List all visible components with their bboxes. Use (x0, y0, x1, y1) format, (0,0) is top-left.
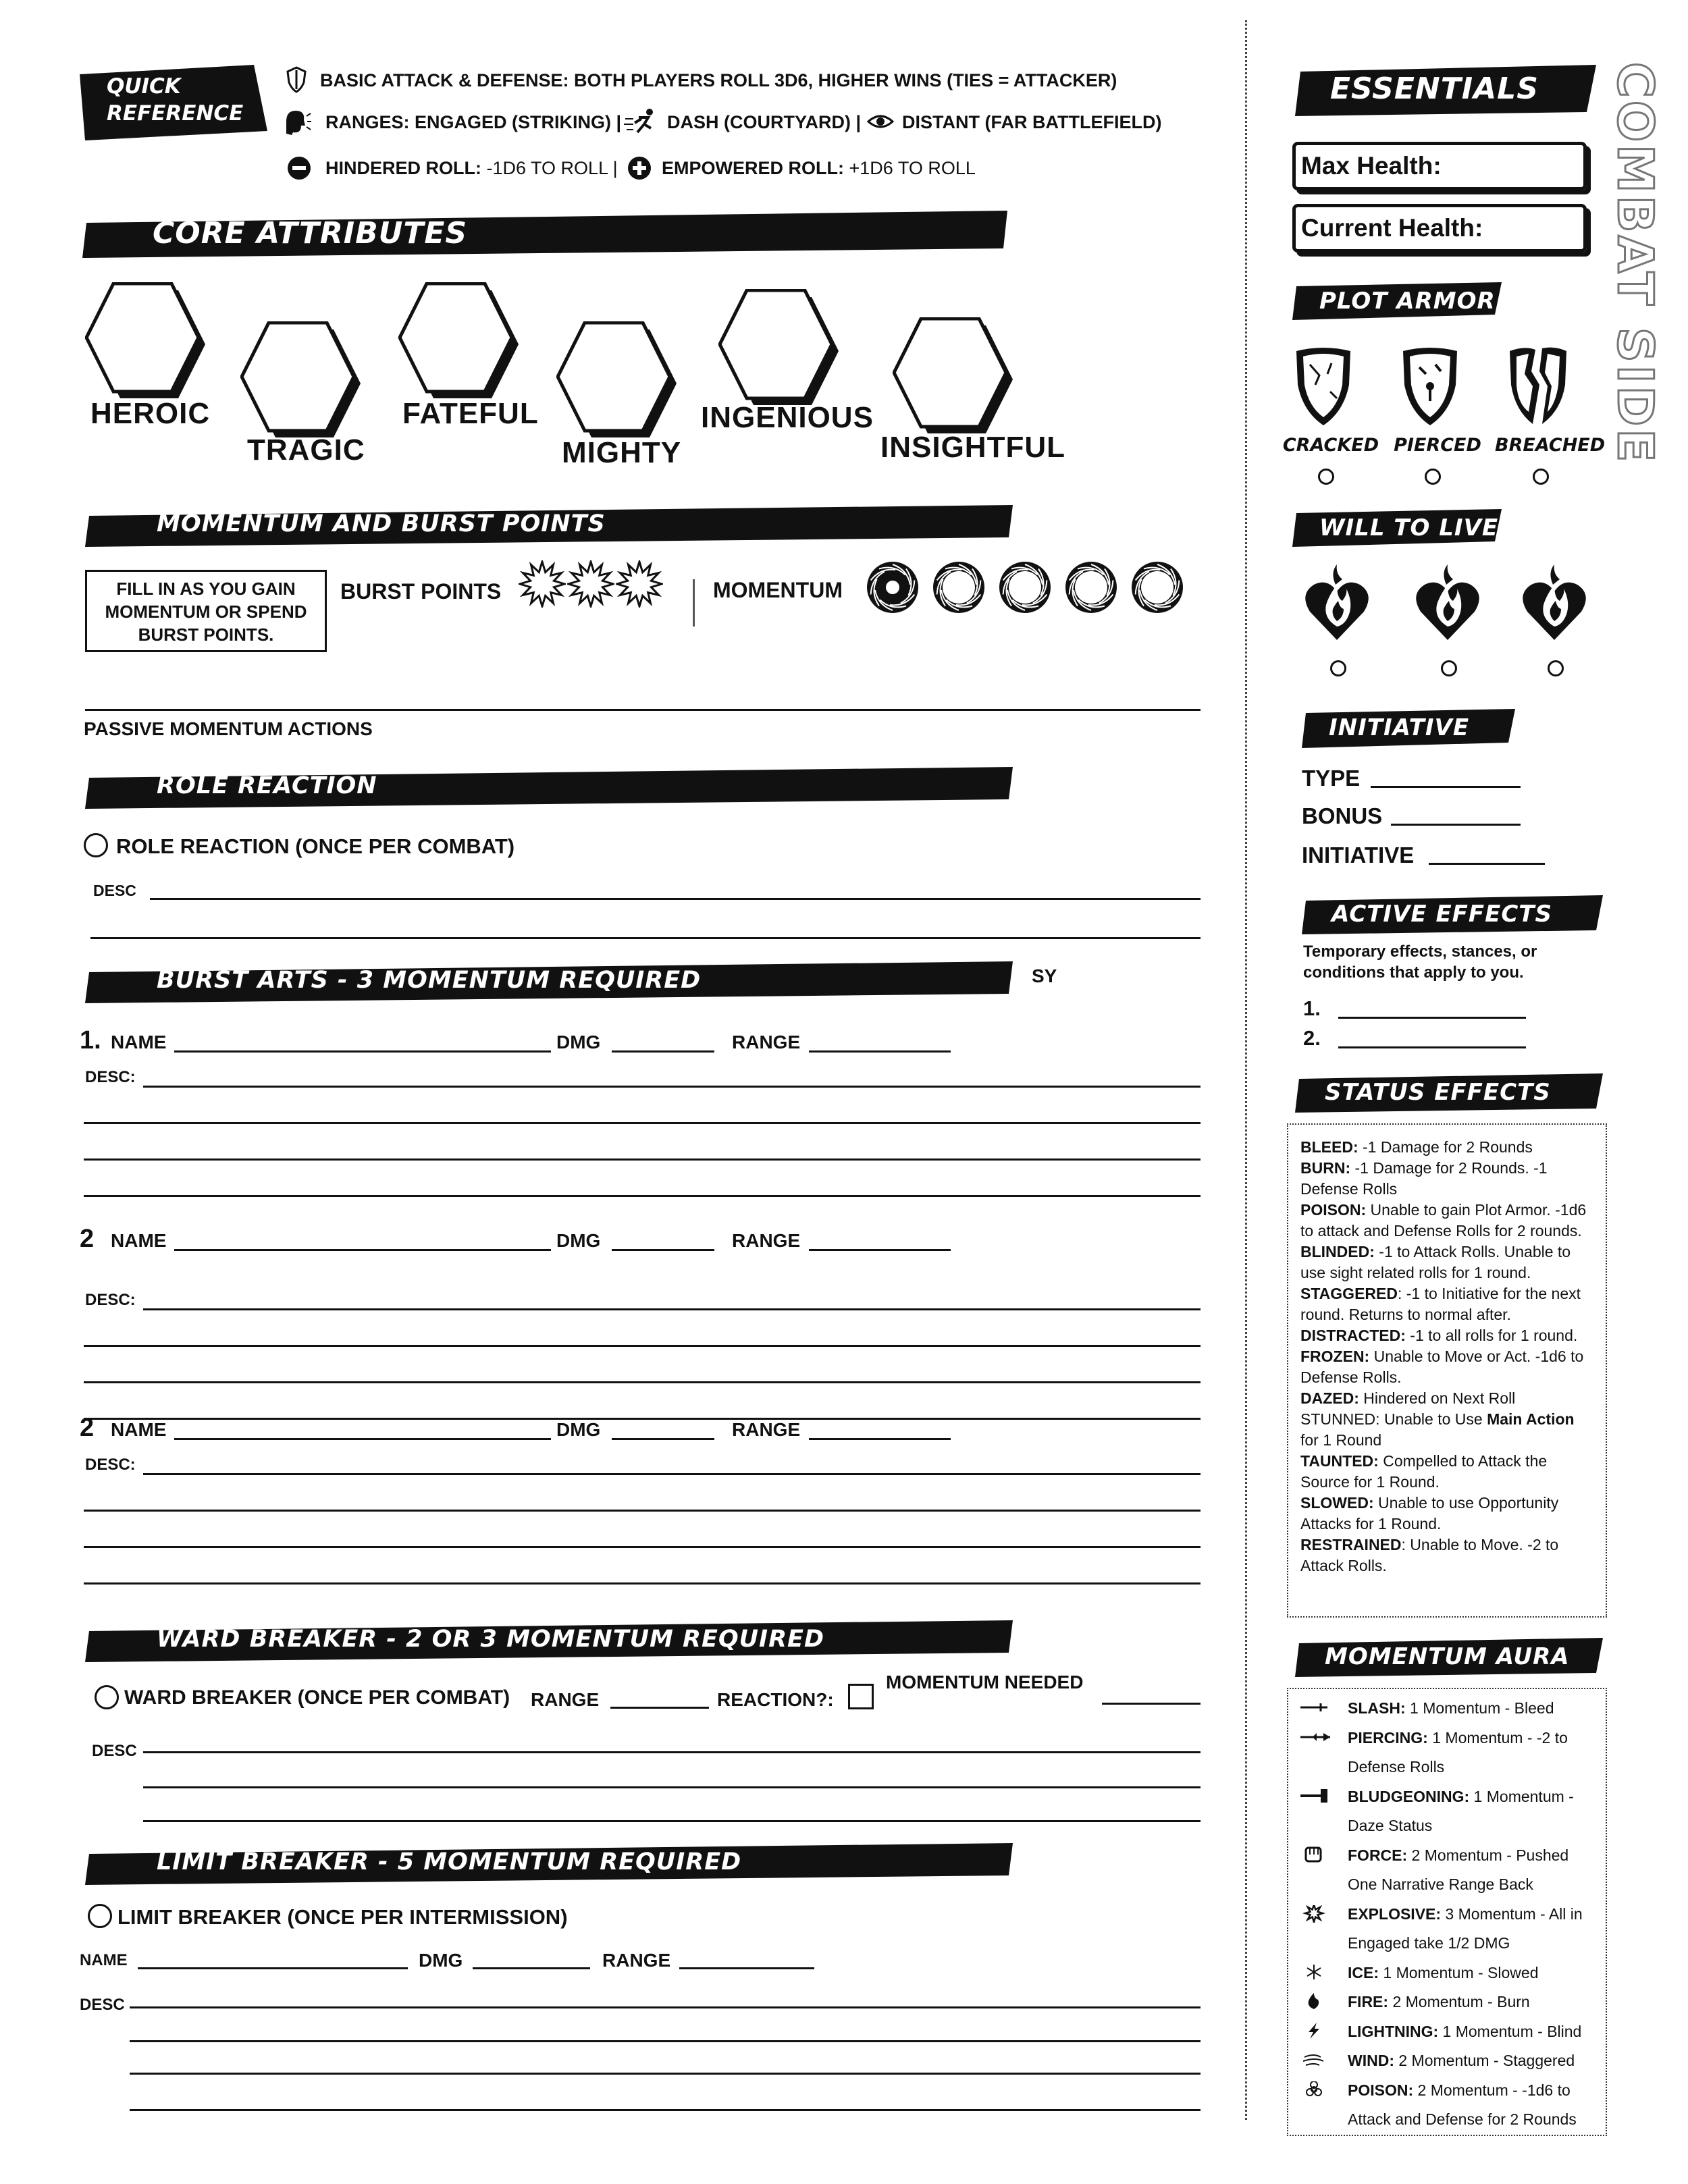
limit-breaker-desc-line-1[interactable] (130, 2006, 1201, 2008)
plot-armor-state: CRACKED (1282, 435, 1379, 456)
status-effect-name: BLEED: (1300, 1138, 1359, 1156)
momentum-aura-name: EXPLOSIVE: (1348, 1905, 1442, 1923)
will-to-live-banner (1292, 509, 1502, 547)
passive-momentum-label: PASSIVE MOMENTUM ACTIONS (84, 718, 373, 739)
momentum-aura-entry (1348, 1840, 1568, 1870)
momentum-aura-name: POISON: (1348, 2081, 1414, 2099)
limit-breaker-desc-line-2[interactable] (130, 2040, 1201, 2042)
status-effect-text: : Unable to Move. -2 to Attack Rolls. (1300, 1536, 1559, 1574)
ward-breaker-desc-line-2[interactable] (143, 1786, 1201, 1788)
limit-breaker-banner (85, 1843, 1017, 1885)
momentum-aura-text: One Narrative Range Back (1348, 1875, 1533, 1893)
current-health-label: Current Health: (1301, 214, 1483, 242)
momentum-instructions: FILL IN AS YOU GAIN MOMENTUM OR SPEND BURST POINTS. (105, 579, 307, 645)
shout-icon (282, 108, 312, 140)
momentum-title: MOMENTUM AND BURST POINTS (157, 510, 606, 537)
burst-art-dmg-label: DMG (556, 1230, 601, 1251)
attribute-hexagon[interactable] (893, 317, 1014, 436)
status-effect (1300, 1158, 1595, 1200)
limit-breaker-option: LIMIT BREAKER (ONCE PER INTERMISSION) (117, 1905, 568, 1929)
wind-icon (1300, 2052, 1330, 2069)
momentum-aura-text: 1 Momentum - (1469, 1787, 1574, 1805)
momentum-aura-text: 1 Momentum - -2 to (1427, 1728, 1568, 1747)
status-effect-emphasis: Main Action (1487, 1410, 1575, 1428)
burst-art-desc-line[interactable] (84, 1122, 1201, 1124)
lightning-icon (1300, 2023, 1330, 2040)
ward-breaker-banner (85, 1620, 1017, 1662)
ward-breaker-desc-label: DESC (92, 1742, 137, 1760)
momentum-aura-name: WIND: (1348, 2052, 1394, 2069)
running-icon (624, 108, 660, 138)
initiative-banner (1302, 709, 1515, 748)
momentum-aura-text: Daze Status (1348, 1817, 1433, 1834)
plot-armor-checkbox[interactable] (1533, 469, 1549, 485)
ward-breaker-range-line[interactable] (610, 1707, 709, 1709)
status-effect (1300, 1388, 1595, 1409)
ward-breaker-reaction-checkbox[interactable] (848, 1684, 874, 1709)
column-divider (1245, 20, 1247, 2120)
essentials-banner (1295, 65, 1596, 116)
burst-art-desc-label: DESC: (85, 1068, 136, 1086)
burst-art-name-line[interactable] (174, 1050, 551, 1053)
ward-breaker-momentum-needed: MOMENTUM NEEDED (886, 1672, 1084, 1693)
ward-breaker-range-label: RANGE (531, 1689, 600, 1710)
momentum-aura-entry (1348, 1782, 1574, 1811)
status-effect (1300, 1493, 1595, 1535)
momentum-aura-title: MOMENTUM AURA (1325, 1643, 1570, 1670)
plot-armor-shield[interactable] (1290, 344, 1357, 428)
momentum-aura-text: Engaged take 1/2 DMG (1348, 1934, 1510, 1952)
momentum-aura-text: 3 Momentum - All in (1441, 1905, 1583, 1923)
role-reaction-desc-line-1[interactable] (150, 898, 1201, 900)
burst-arts-title: BURST ARTS - 3 MOMENTUM REQUIRED (157, 967, 702, 994)
flame-icon (1300, 1993, 1330, 2010)
active-effect-number: 1. (1303, 996, 1321, 1020)
limit-breaker-dmg-label: DMG (419, 1950, 463, 1971)
status-effect (1300, 1451, 1595, 1493)
momentum-aura-text: 1 Momentum - Slowed (1379, 1963, 1539, 1981)
attribute-hexagon[interactable] (85, 282, 207, 401)
status-effect-text: Compelled to Attack the Source for 1 Round. (1300, 1452, 1548, 1491)
momentum-aura-text: 1 Momentum - Bleed (1405, 1699, 1554, 1717)
will-to-live-heart[interactable] (1521, 564, 1588, 643)
status-effect-text: -1 to Attack Rolls. Unable to use sight related rolls for 1 round. (1300, 1243, 1571, 1281)
status-effect-name: FROZEN: (1300, 1348, 1370, 1365)
burst-art-desc-line[interactable] (84, 1158, 1201, 1161)
active-effects-banner (1302, 895, 1603, 934)
momentum-aura-entry (1348, 1899, 1583, 1929)
attribute-label: TRAGIC (247, 433, 365, 467)
burst-art-number: 1. (80, 1026, 101, 1055)
momentum-aura-name: ICE: (1348, 1963, 1379, 1981)
momentum-aura-entry (1348, 1958, 1538, 1988)
burst-art-number: 2 (80, 1225, 95, 1253)
burst-point-star[interactable] (567, 560, 614, 608)
burst-art-name-label: NAME (111, 1419, 167, 1440)
burst-art-dmg-line[interactable] (612, 1249, 714, 1251)
burst-point-star[interactable] (616, 560, 663, 608)
momentum-instructions-box (85, 570, 327, 652)
initiative-value-label: INITIATIVE (1302, 843, 1415, 868)
burst-art-desc-line[interactable] (84, 1546, 1201, 1548)
snowflake-icon (1300, 1964, 1330, 1981)
plot-armor-checkbox[interactable] (1318, 469, 1334, 485)
attribute-label: FATEFUL (402, 397, 539, 430)
status-effect-text: Unable to gain Plot Armor. -1d6 to attack and Defense Rolls for 2 rounds. (1300, 1201, 1587, 1240)
limit-breaker-name-line[interactable] (138, 1967, 408, 1969)
limit-breaker-checkbox[interactable] (88, 1904, 112, 1928)
limit-breaker-range-label: RANGE (602, 1950, 671, 1971)
passive-momentum-line[interactable] (85, 709, 1201, 711)
status-effect-name: DAZED: (1300, 1389, 1359, 1407)
status-effect-name: RESTRAINED (1300, 1536, 1402, 1553)
momentum-aura-entry (1348, 1693, 1554, 1723)
ward-breaker-reaction-label: REACTION?: (717, 1689, 834, 1710)
burst-art-desc-label: DESC: (85, 1456, 136, 1474)
will-to-live-checkbox[interactable] (1548, 660, 1564, 676)
burst-arts-banner (85, 961, 1017, 1003)
burst-art-dmg-label: DMG (556, 1032, 601, 1053)
hammer-icon (1300, 1788, 1330, 1805)
active-effects-description: Temporary effects, stances, or conditions that apply to you. (1303, 942, 1537, 982)
attribute-hexagon[interactable] (718, 289, 840, 408)
momentum-aura-text: Defense Rolls (1348, 1758, 1445, 1776)
initiative-type-line[interactable] (1371, 786, 1521, 788)
burst-art-desc-line[interactable] (84, 1345, 1201, 1347)
burst-arts-side-note: SY (1032, 965, 1057, 986)
plot-armor-state: PIERCED (1394, 435, 1481, 456)
ward-breaker-momentum-line[interactable] (1102, 1703, 1201, 1705)
momentum-aura-entry (1348, 1811, 1432, 1840)
combat-side-title: COMBAT SIDE (1607, 62, 1664, 465)
attribute-label: MIGHTY (562, 436, 682, 469)
status-effect-text: : -1 to Initiative for the next round. Returns to normal after. (1300, 1285, 1581, 1323)
burst-art-desc-line[interactable] (84, 1582, 1201, 1584)
max-health-label: Max Health: (1301, 152, 1442, 180)
momentum-aura-text: 2 Momentum - Burn (1388, 1993, 1530, 2010)
momentum-swirl[interactable] (932, 560, 986, 614)
ward-breaker-desc-line-1[interactable] (143, 1751, 1201, 1753)
plot-armor-shield[interactable] (1504, 344, 1572, 428)
momentum-aura-entry (1348, 1723, 1568, 1753)
status-effects-banner (1295, 1073, 1603, 1113)
burst-art-range-line[interactable] (809, 1050, 951, 1053)
limit-breaker-desc-label: DESC (80, 1996, 125, 2014)
will-to-live-heart[interactable] (1414, 564, 1481, 643)
burst-art-desc-line[interactable] (84, 1510, 1201, 1512)
status-effect-name: POISON: (1300, 1201, 1367, 1219)
status-effect-text: -1 Damage for 2 Rounds (1358, 1138, 1533, 1156)
status-effect-name: STAGGERED (1300, 1285, 1398, 1302)
attribute-label: INGENIOUS (701, 401, 874, 434)
empowered-value: +1D6 TO ROLL (849, 158, 976, 178)
will-to-live-checkbox[interactable] (1330, 660, 1346, 676)
burst-art-range-line[interactable] (809, 1438, 951, 1440)
burst-art-range-label: RANGE (732, 1032, 801, 1053)
limit-breaker-dmg-line[interactable] (473, 1967, 590, 1969)
status-effect (1300, 1346, 1595, 1388)
status-effect-name: BLINDED: (1300, 1243, 1375, 1260)
hindered-roll (325, 158, 618, 179)
attribute-hexagon[interactable] (398, 282, 520, 401)
momentum-label: MOMENTUM (713, 578, 843, 602)
burst-art-name-line[interactable] (174, 1438, 551, 1440)
status-effect-text: -1 Damage for 2 Rounds. -1 Defense Rolls (1300, 1159, 1548, 1198)
burst-art-range-label: RANGE (732, 1419, 801, 1440)
plot-armor-checkbox[interactable] (1425, 469, 1441, 485)
current-health-field[interactable] (1292, 204, 1587, 252)
will-to-live-title: WILL TO LIVE (1319, 514, 1499, 541)
status-effects-title: STATUS EFFECTS (1325, 1079, 1551, 1106)
shield-sword-icon (286, 66, 307, 97)
momentum-swirl[interactable] (998, 560, 1052, 614)
attribute-hexagon[interactable] (556, 321, 678, 440)
burst-art-desc-line[interactable] (143, 1086, 1201, 1088)
limit-breaker-desc-line-3[interactable] (130, 2073, 1201, 2075)
burst-points-label: BURST POINTS (340, 579, 502, 604)
burst-art-number: 2 (80, 1414, 95, 1442)
sword-icon (1300, 1699, 1330, 1717)
limit-breaker-name-label: NAME (80, 1951, 128, 1969)
momentum-aura-name: FORCE: (1348, 1846, 1408, 1864)
momentum-aura-list (1288, 1693, 1606, 2132)
momentum-aura-entry (1348, 2046, 1575, 2075)
burst-art-desc-line[interactable] (84, 1195, 1201, 1197)
initiative-bonus-label: BONUS (1302, 803, 1383, 828)
momentum-aura-text: 2 Momentum - Staggered (1394, 2052, 1575, 2069)
limit-breaker-title: LIMIT BREAKER - 5 MOMENTUM REQUIRED (157, 1848, 742, 1875)
empowered-roll (662, 158, 976, 179)
burst-art-dmg-label: DMG (556, 1419, 601, 1440)
status-effect-name: BURN: (1300, 1159, 1351, 1177)
momentum-swirl[interactable] (1064, 560, 1118, 614)
momentum-aura-name: LIGHTNING: (1348, 2022, 1439, 2040)
status-effect (1300, 1200, 1595, 1242)
burst-art-dmg-line[interactable] (612, 1438, 714, 1440)
momentum-aura-banner (1295, 1638, 1603, 1677)
status-effect-tail: for 1 Round (1300, 1431, 1382, 1449)
momentum-aura-text: 1 Momentum - Blind (1438, 2022, 1582, 2040)
quick-reference-tab (80, 65, 267, 140)
status-effect-text: Unable to use Opportunity Attacks for 1 Round. (1300, 1494, 1559, 1533)
status-effect (1300, 1283, 1595, 1325)
active-effect-line[interactable] (1338, 1046, 1526, 1048)
status-effects-box (1287, 1123, 1607, 1618)
eye-icon (867, 112, 894, 134)
momentum-aura-name: SLASH: (1348, 1699, 1406, 1717)
empowered-label: EMPOWERED ROLL: (662, 158, 844, 178)
ranges-distant: DISTANT (FAR BATTLEFIELD) (902, 112, 1162, 132)
ward-breaker-title: WARD BREAKER - 2 OR 3 MOMENTUM REQUIRED (157, 1626, 824, 1653)
role-reaction-banner (85, 767, 1017, 809)
ward-breaker-checkbox[interactable] (95, 1685, 119, 1709)
momentum-aura-text: Attack and Defense for 2 Rounds (1348, 2110, 1577, 2128)
explosion-icon (1300, 1905, 1330, 1923)
momentum-aura-entry (1348, 2017, 1581, 2046)
attribute-label: HEROIC (90, 397, 211, 430)
hindered-value: -1D6 TO ROLL | (486, 158, 618, 178)
momentum-aura-entry (1348, 1928, 1510, 1958)
momentum-swirl[interactable] (866, 560, 920, 614)
plot-armor-title: PLOT ARMOR (1319, 288, 1496, 315)
plot-armor-banner (1292, 282, 1502, 320)
will-to-live-checkbox[interactable] (1441, 660, 1457, 676)
momentum-banner (85, 505, 1017, 547)
status-effect (1300, 1535, 1595, 1576)
will-to-live-heart[interactable] (1303, 564, 1371, 643)
burst-art-desc-line[interactable] (143, 1308, 1201, 1310)
attribute-hexagon[interactable] (240, 321, 362, 440)
burst-art-desc-line[interactable] (84, 1418, 1201, 1420)
momentum-aura-text: 2 Momentum - Pushed (1407, 1846, 1569, 1864)
quick-reference-label-2: REFERENCE (107, 101, 244, 126)
role-reaction-desc-line-2[interactable] (90, 937, 1201, 939)
momentum-aura-entry (1348, 2104, 1577, 2134)
momentum-aura-entry (1348, 1987, 1530, 2017)
status-effect-text: STUNNED: Unable to Use (1300, 1410, 1487, 1428)
burst-art-name-label: NAME (111, 1032, 167, 1053)
burst-art-name-line[interactable] (174, 1249, 551, 1251)
plot-armor-shield[interactable] (1396, 344, 1464, 428)
status-effects-list (1300, 1137, 1595, 1576)
momentum-aura-box (1287, 1688, 1607, 2136)
initiative-type-label: TYPE (1302, 766, 1361, 791)
plus-circle-icon (627, 155, 652, 184)
active-effect-line[interactable] (1338, 1017, 1526, 1019)
active-effects-title: ACTIVE EFFECTS (1331, 901, 1552, 928)
burst-art-range-label: RANGE (732, 1230, 801, 1251)
status-effect-name: TAUNTED: (1300, 1452, 1379, 1470)
initiative-bonus-line[interactable] (1391, 824, 1521, 826)
spear-icon (1300, 1729, 1330, 1747)
fist-icon (1300, 1846, 1330, 1864)
ward-breaker-desc-line-3[interactable] (143, 1820, 1201, 1822)
core-attributes-title: CORE ATTRIBUTES (153, 216, 468, 250)
status-effect (1300, 1409, 1595, 1451)
momentum-aura-name: FIRE: (1348, 1993, 1389, 2010)
momentum-aura-entry (1348, 1752, 1444, 1782)
limit-breaker-desc-line-4[interactable] (130, 2109, 1201, 2111)
role-reaction-desc-label: DESC (93, 882, 136, 899)
basic-attack-rule: BASIC ATTACK & DEFENSE: BOTH PLAYERS ROLL 3D6, HIGHER WINS (TIES = ATTACKER) (320, 70, 1117, 90)
burst-art-desc-line[interactable] (143, 1473, 1201, 1475)
role-reaction-title: ROLE REACTION (157, 772, 377, 799)
status-effect-name: DISTRACTED: (1300, 1327, 1406, 1344)
ranges-engaged: RANGES: ENGAGED (STRIKING) | (325, 112, 622, 132)
limit-breaker-range-line[interactable] (679, 1967, 814, 1969)
burst-point-star[interactable] (519, 560, 566, 608)
initiative-title: INITIATIVE (1329, 714, 1470, 741)
momentum-aura-text: 2 Momentum - -1d6 to (1413, 2081, 1571, 2099)
momentum-swirl[interactable] (1130, 560, 1184, 614)
role-reaction-checkbox[interactable] (84, 833, 108, 857)
burst-art-desc-label: DESC: (85, 1291, 136, 1309)
momentum-aura-entry (1348, 2075, 1571, 2105)
max-health-field[interactable] (1292, 142, 1587, 190)
quick-reference-label-1: QUICK (107, 74, 181, 99)
biohazard-icon (1300, 2081, 1330, 2099)
status-effect-text: Unable to Move or Act. -1d6 to Defense Rolls. (1300, 1348, 1584, 1386)
momentum-separator (693, 579, 695, 627)
initiative-value-line[interactable] (1429, 863, 1545, 865)
active-effect-number: 2. (1303, 1026, 1321, 1050)
plot-armor-state: BREACHED (1495, 435, 1606, 456)
core-attributes-banner (82, 211, 1014, 258)
attribute-label: INSIGHTFUL (880, 431, 1065, 464)
burst-art-desc-line[interactable] (84, 1381, 1201, 1383)
essentials-title: ESSENTIALS (1330, 72, 1539, 106)
status-effect-text: Hindered on Next Roll (1359, 1389, 1516, 1407)
ranges-dash: DASH (COURTYARD) | (667, 112, 862, 132)
momentum-aura-name: BLUDGEONING: (1348, 1787, 1470, 1805)
hindered-label: HINDERED ROLL: (325, 158, 481, 178)
status-effect (1300, 1137, 1595, 1158)
status-effect-text: -1 to all rolls for 1 round. (1405, 1327, 1578, 1344)
status-effect-name: SLOWED: (1300, 1494, 1374, 1512)
burst-art-range-line[interactable] (809, 1249, 951, 1251)
status-effect (1300, 1325, 1595, 1346)
ward-breaker-option: WARD BREAKER (ONCE PER COMBAT) (124, 1686, 510, 1709)
momentum-aura-name: PIERCING: (1348, 1728, 1428, 1747)
status-effect (1300, 1242, 1595, 1283)
burst-art-dmg-line[interactable] (612, 1050, 714, 1053)
minus-circle-icon (286, 155, 312, 184)
burst-art-name-label: NAME (111, 1230, 167, 1251)
momentum-aura-entry (1348, 1869, 1533, 1899)
role-reaction-option: ROLE REACTION (ONCE PER COMBAT) (116, 834, 515, 858)
